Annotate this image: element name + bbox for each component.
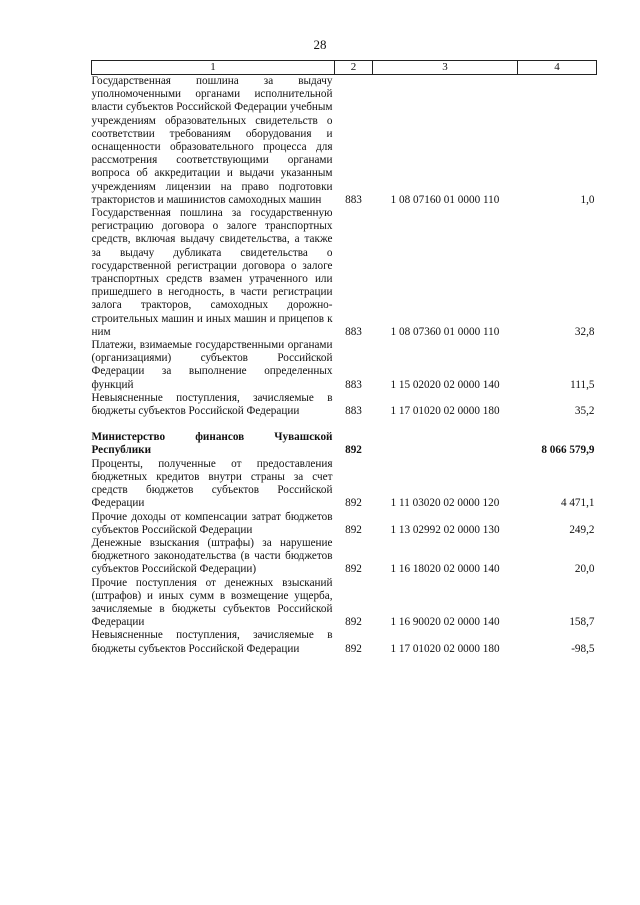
table-row — [92, 458, 597, 511]
admin-code-cell: 892 — [345, 642, 362, 655]
revenue-name-cell: Проценты, полученные от предоставления бюджетных кредитов внутри страны за счет средств бюджетов субъектов Российской Федерации — [91, 457, 333, 510]
table-row — [92, 392, 597, 418]
revenue-name-cell: Денежные взыскания (штрафы) за нарушение бюджетного законодательства (в части бюджетов субъектов Российской Федерации) — [91, 536, 333, 576]
section-header-row — [92, 431, 597, 457]
budget-classification-code-cell: 1 17 01020 02 0000 180 — [390, 642, 500, 655]
revenue-table — [91, 60, 597, 656]
budget-classification-code-cell: 1 16 18020 02 0000 140 — [390, 563, 500, 576]
budget-classification-code-cell: 1 15 02020 02 0000 140 — [390, 378, 500, 391]
admin-code-cell: 883 — [345, 378, 362, 391]
admin-code-cell: 883 — [345, 193, 362, 206]
page-number: 28 — [313, 37, 327, 52]
budget-classification-code-cell: 1 16 90020 02 0000 140 — [390, 616, 500, 629]
budget-classification-code-cell: 1 11 03020 02 0000 120 — [390, 497, 500, 510]
amount-cell: 158,7 — [569, 616, 595, 629]
amount-cell: 8 066 579,9 — [541, 444, 595, 457]
revenue-name-cell: Невыясненные поступления, зачисляемые в бюджеты субъектов Российской Федерации — [91, 391, 333, 418]
budget-classification-code-cell: 1 17 01020 02 0000 180 — [390, 405, 500, 418]
column-number-row — [92, 61, 597, 75]
amount-cell: 4 471,1 — [560, 497, 595, 510]
revenue-name-cell: Государственная пошлина за выдачу уполномоченными органами исполнительной власти субъектов Российской Федерации учебным учреждениям образовательных свидетельств о соответствии требованиям оборудования и оснащенности образовательного процесса для рассмотрения соответствующими органами вопроса об аккредитации и выдачи указанным учреждениям лицензии на право подготовки трактористов и машинистов самоходных машин — [91, 75, 333, 206]
amount-cell: -98,5 — [571, 642, 595, 655]
revenue-name-cell: Министерство финансов Чувашской Республики — [91, 431, 333, 457]
admin-code-cell: 892 — [345, 444, 362, 457]
amount-cell: 35,2 — [574, 405, 595, 418]
table-row — [92, 537, 597, 577]
table-row — [92, 75, 597, 208]
budget-classification-code-cell: 1 08 07160 01 0000 110 — [390, 193, 500, 206]
table-row — [92, 577, 597, 630]
amount-cell: 32,8 — [574, 325, 595, 338]
revenue-name-cell: Прочие доходы от компенсации затрат бюджетов субъектов Российской Федерации — [91, 510, 333, 536]
budget-classification-code-cell: 1 08 07360 01 0000 110 — [390, 325, 500, 338]
table-row — [92, 511, 597, 537]
revenue-name-cell: Государственная пошлина за государственную регистрацию договора о залоге транспортных средств, включая выдачу свидетельства, а также за выдачу дубликата свидетельства о государственной регистрации договора о залоге транспортных средств взамен утраченного или пришедшего в негодность, в части регистрации залога тракторов, самоходных дорожно-строительных машин и иных машин и прицепов к ним — [91, 207, 333, 338]
amount-cell: 111,5 — [570, 378, 595, 391]
table-row — [92, 339, 597, 392]
table-body — [92, 75, 597, 656]
column-number-2: 2 — [335, 61, 373, 75]
budget-classification-code-cell: 1 13 02992 02 0000 130 — [390, 523, 500, 536]
admin-code-cell: 892 — [345, 497, 362, 510]
column-number-1: 1 — [92, 61, 335, 75]
revenue-name-cell: Платежи, взимаемые государственными органами (организациями) субъектов Российской Федерации за выполнение определенных функций — [91, 339, 333, 391]
revenue-name-cell: Невыясненные поступления, зачисляемые в бюджеты субъектов Российской Федерации — [91, 629, 333, 655]
table-row — [92, 629, 597, 655]
amount-cell: 20,0 — [574, 563, 595, 576]
admin-code-cell: 892 — [345, 563, 362, 576]
column-number-4: 4 — [518, 61, 597, 75]
amount-cell: 1,0 — [580, 193, 595, 206]
admin-code-cell: 883 — [345, 405, 362, 418]
table-row — [92, 207, 597, 339]
admin-code-cell: 883 — [345, 325, 362, 338]
column-number-3: 3 — [373, 61, 518, 75]
section-spacer — [92, 418, 597, 431]
admin-code-cell: 892 — [345, 616, 362, 629]
amount-cell: 249,2 — [569, 523, 595, 536]
admin-code-cell: 892 — [345, 523, 362, 536]
revenue-name-cell: Прочие поступления от денежных взысканий (штрафов) и иных сумм в возмещение ущерба, зачисляемые в бюджеты субъектов Российской Федерации — [91, 576, 333, 629]
budget-classification-code-cell — [373, 431, 518, 457]
